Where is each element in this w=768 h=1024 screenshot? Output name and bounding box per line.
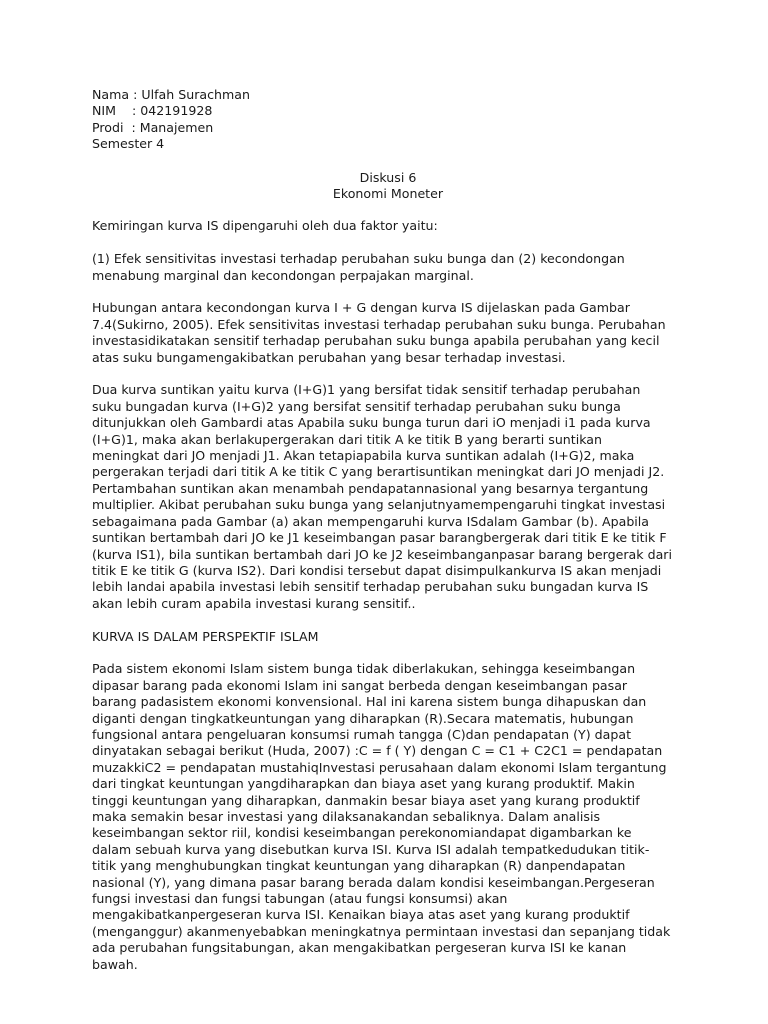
student-prodi: Prodi : Manajemen: [92, 119, 214, 135]
document-title: [92, 170, 672, 203]
paragraph-factors: (1) Efek sensitivitas investasi terhadap perubahan suku bunga dan (2) kecondongan menabung marginal dan kecondongan perpajakan marginal.: [92, 251, 625, 283]
paragraph-islamic-economy: Pada sistem ekonomi Islam sistem bunga tidak diberlakukan, sehingga keseimbangan dipasar barang pada ekonomi Islam ini sangat berbeda dengan keseimbangan pasar barang padasistem ekonomi konvensional. Hal ini karena sistem bunga dihapuskan dan diganti dengan tingkatkeuntungan yang diharapkan (R).Secara matematis, hubungan fungsional antara pengeluaran konsumsi rumah tangga (C)dan pendapatan (Y) dapat dinyatakan sebagai berikut (Huda, 2007) :C = f ( Y) dengan C = C1 + C2C1 = pendapatan muzakkiC2 = pendapatan mustahiqInvestasi perusahaan dalam ekonomi Islam tergantung dari tingkat keuntungan yangdiharapkan dan biaya aset yang kurang produktif. Makin tinggi keuntungan yang diharapkan, danmakin besar biaya aset yang kurang produktif maka semakin besar investasi yang dilaksanakandan sebaliknya. Dalam analisis keseimbangan sektor riil, kondisi keseimbangan perekonomiandapat digambarkan ke dalam sebuah kurva yang disebutkan kurva ISI. Kurva ISI adalah tempatkedudukan titik-titik yang menghubungkan tingkat keuntungan yang diharapkan (R) danpendapatan nasional (Y), yang dimana pasar barang berada dalam kondisi keseimbangan.Pergeseran fungsi investasi dan fungsi tabungan (atau fungsi konsumsi) akan mengakibatkanpergeseran kurva ISI. Kenaikan biaya atas aset yang kurang produktif (menganggur) akanmenyebabkan meningkatnya permintaan investasi dan sepanjang tidak ada perubahan fungsitabungan, akan mengakibatkan pergeseran kurva ISI ke kanan bawah.: [92, 661, 671, 972]
paragraph-injection-curves: Dua kurva suntikan yaitu kurva (I+G)1 yang bersifat tidak sensitif terhadap perubahan suku bungadan kurva (I+G)2 yang bersifat sensitif terhadap perubahan suku bunga ditunjukkan oleh Gambardi atas Apabila suku bunga turun dari iO menjadi i1 pada kurva (I+G)1, maka akan berlakupergerakan dari titik A ke titik B yang berarti suntikan meningkat dari JO menjadi J1. Akan tetapiapabila kurva suntikan adalah (I+G)2, maka pergerakan terjadi dari titik A ke titik C yang berartisuntikan meningkat dari JO menjadi J2. Pertambahan suntikan akan menambah pendapatannasional yang besarnya tergantung multiplier. Akibat perubahan suku bunga yang selanjutnyamempengaruhi tingkat investasi sebagaimana pada Gambar (a) akan mempengaruhi kurva ISdalam Gambar (b). Apabila suntikan bertambah dari JO ke J1 keseimbangan pasar barangbergerak dari titik E ke titik F (kurva IS1), bila suntikan bertambah dari JO ke J2 keseimbanganpasar barang bergerak dari titik E ke titik G (kurva IS2). Dari kondisi tersebut dapat disimpulkankurva IS akan menjadi lebih landai apabila investasi lebih sensitif terhadap perubahan suku bungadan kurva IS akan lebih curam apabila investasi kurang sensitif..: [92, 382, 672, 611]
paragraph-intro: Kemiringan kurva IS dipengaruhi oleh dua faktor yaitu:: [92, 218, 438, 234]
paragraph-relationship: Hubungan antara kecondongan kurva I + G dengan kurva IS dijelaskan pada Gambar 7.4(Sukirno, 2005). Efek sensitivitas investasi terhadap perubahan suku bunga. Perubahan investasidikatakan sensitif terhadap perubahan suku bunga apabila perubahan yang kecil atas suku bungamengakibatkan perubahan yang besar terhadap investasi.: [92, 300, 666, 365]
student-name: Nama : Ulfah Surachman: [92, 87, 250, 102]
title-subject: Ekonomi Moneter: [332, 186, 444, 202]
student-nim: NIM : 042191928: [92, 103, 213, 119]
document-content: [92, 87, 672, 989]
student-info-block: [92, 87, 672, 153]
section-heading-islam: KURVA IS DALAM PERSPEKTIF ISLAM: [92, 628, 319, 644]
student-semester: Semester 4: [92, 136, 165, 152]
title-discussion: Diskusi 6: [359, 169, 417, 185]
